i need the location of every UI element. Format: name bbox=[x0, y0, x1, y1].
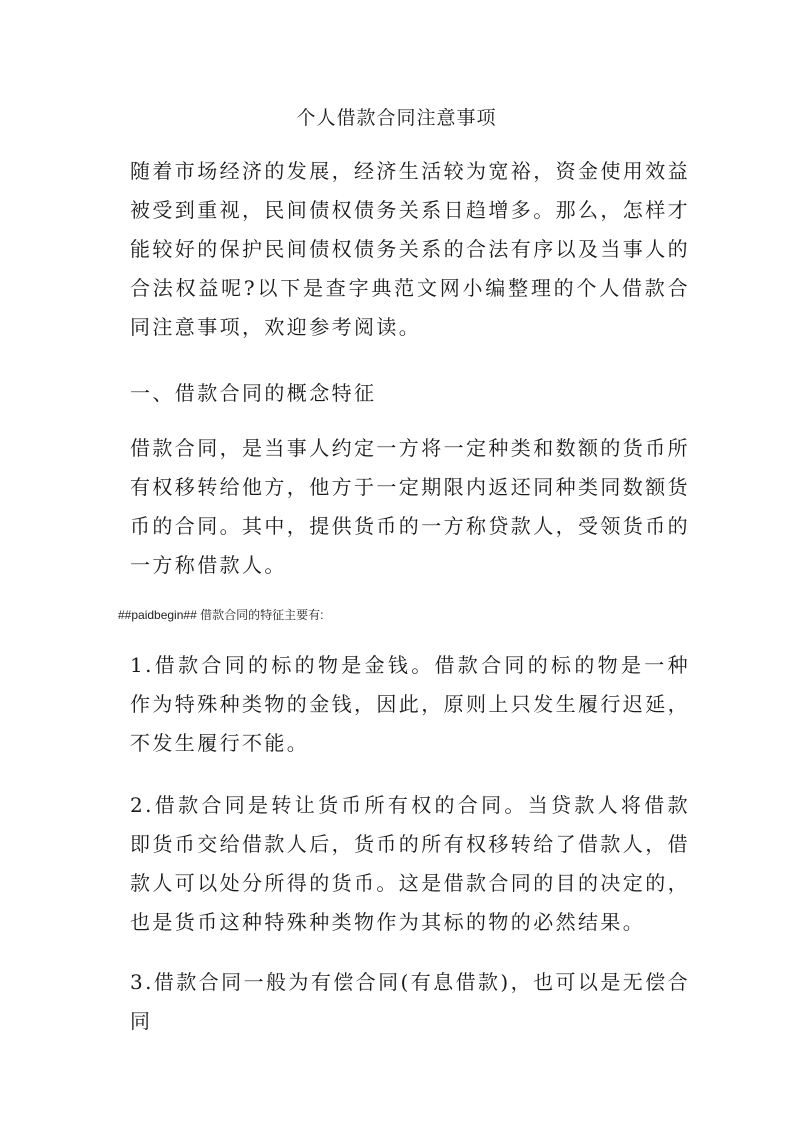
list-item-2: 2.借款合同是转让货币所有权的合同。当贷款人将借款即货币交给借款人后，货币的所有权移转给了借款人，借款人可以处分所得的货币。这是借款合同的目的决定的，也是货币这种特殊种类物作为其标的物的必然结果。 bbox=[130, 793, 690, 934]
section-heading: 一、借款合同的概念特征 bbox=[130, 381, 377, 405]
definition-paragraph: 借款合同，是当事人约定一方将一定种类和数额的货币所有权移转给他方，他方于一定期限内返还同种类同数额货币的合同。其中，提供货币的一方称贷款人，受领货币的一方称借款人。 bbox=[130, 436, 690, 577]
intro-paragraph: 随着市场经济的发展，经济生活较为宽裕，资金使用效益被受到重视，民间债权债务关系日趋增多。那么，怎样才能较好的保护民间债权债务关系的合法有序以及当事人的合法权益呢?以下是查字典范文网小编整理的个人借款合同注意事项，欢迎参考阅读。 bbox=[130, 159, 690, 339]
paid-marker-line: ##paidbegin## 借款合同的特征主要有: bbox=[118, 608, 324, 622]
list-item-3: 3.借款合同一般为有偿合同(有息借款)，也可以是无偿合同 bbox=[130, 970, 690, 1033]
list-item-1: 1.借款合同的标的物是金钱。借款合同的标的物是一种作为特殊种类物的金钱，因此，原则上只发生履行迟延，不发生履行不能。 bbox=[130, 653, 690, 755]
document-title: 个人借款合同注意事项 bbox=[296, 107, 497, 129]
